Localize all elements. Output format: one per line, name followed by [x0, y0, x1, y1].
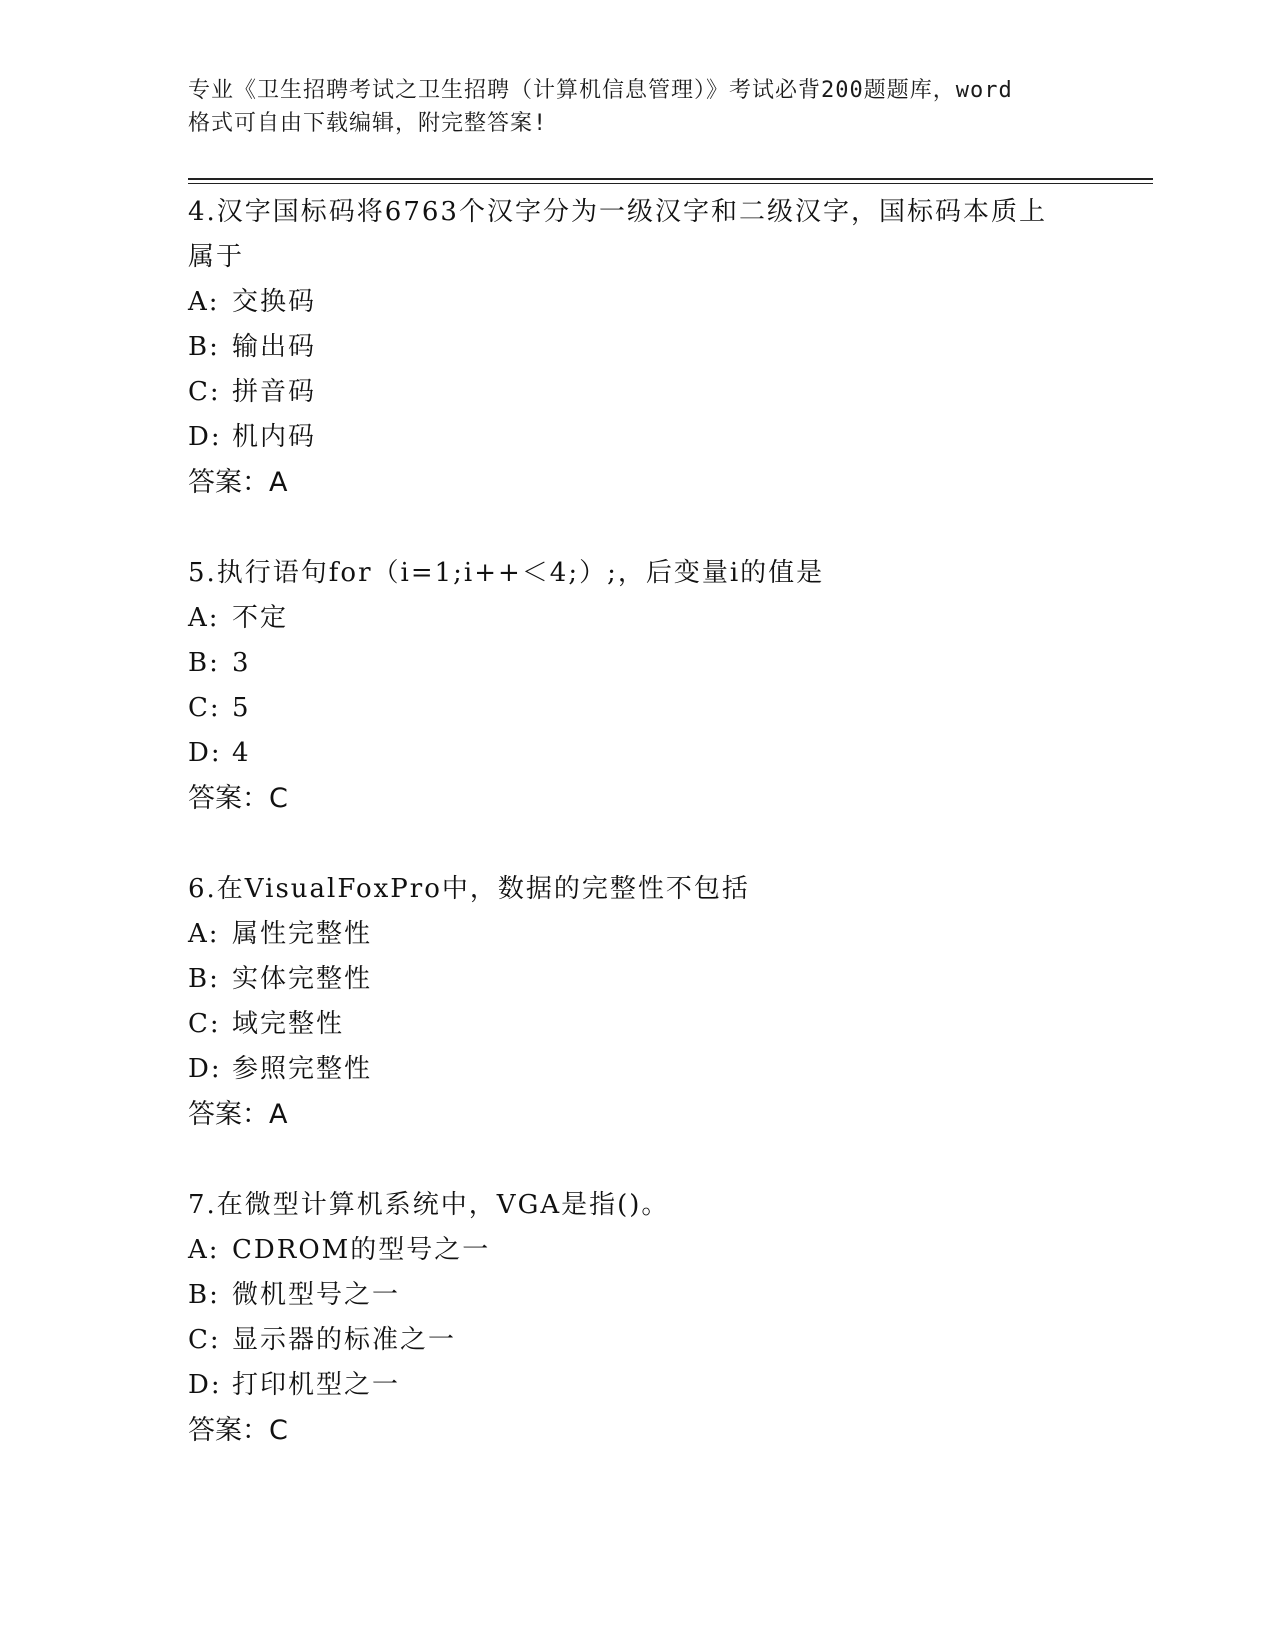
option-letter: C:: [188, 1325, 221, 1355]
option-letter: B:: [188, 964, 220, 994]
option-b: [188, 641, 1088, 686]
option-b: [188, 1273, 1088, 1318]
option-text: 参照完整性: [232, 1054, 373, 1084]
option-b: [188, 957, 1088, 1002]
option-c: [188, 1002, 1088, 1047]
answer-line: 答案：C: [188, 783, 288, 814]
option-letter: D:: [188, 738, 222, 768]
question-stem: 7.在微型计算机系统中，VGA是指()。: [188, 1190, 670, 1220]
option-letter: C:: [188, 693, 221, 723]
question-4: [188, 190, 1088, 506]
option-a: [188, 912, 1088, 957]
question-stem: 4.汉字国标码将6763个汉字分为一级汉字和二级汉字，国标码本质上属于: [188, 197, 1047, 272]
option-text: 实体完整性: [232, 964, 373, 994]
option-a: [188, 280, 1088, 325]
option-b: [188, 325, 1088, 370]
option-letter: C:: [188, 377, 221, 407]
option-a: [188, 1228, 1088, 1273]
option-text: 输出码: [232, 332, 317, 362]
option-letter: A:: [188, 919, 220, 949]
option-c: [188, 370, 1088, 415]
question-spacer: [188, 506, 1088, 551]
header-divider-thick: [188, 178, 1153, 180]
option-text: 5: [232, 693, 251, 723]
option-text: 域完整性: [232, 1009, 345, 1039]
question-stem: 5.执行语句for（i=1;i++＜4;）;，后变量i的值是: [188, 558, 825, 588]
option-d: [188, 731, 1088, 776]
option-letter: D:: [188, 1370, 222, 1400]
option-text: 交换码: [232, 287, 317, 317]
document-header: [188, 74, 1088, 140]
question-5: [188, 551, 1088, 822]
option-letter: D:: [188, 422, 222, 452]
question-6: [188, 867, 1088, 1138]
header-line-1: 专业《卫生招聘考试之卫生招聘（计算机信息管理）》考试必背200题题库，word: [188, 78, 1013, 103]
question-spacer: [188, 1138, 1088, 1183]
option-a: [188, 596, 1088, 641]
option-text: 微机型号之一: [232, 1280, 401, 1310]
option-text: 4: [232, 738, 251, 768]
option-text: 拼音码: [232, 377, 317, 407]
question-list: [188, 190, 1088, 1454]
option-letter: B:: [188, 1280, 220, 1310]
option-text: 打印机型之一: [232, 1370, 401, 1400]
option-d: [188, 415, 1088, 460]
answer-line: 答案：A: [188, 467, 288, 498]
option-letter: A:: [188, 1235, 220, 1265]
option-letter: B:: [188, 332, 220, 362]
question-spacer: [188, 822, 1088, 867]
option-text: 不定: [232, 603, 289, 633]
option-d: [188, 1047, 1088, 1092]
option-text: CDROM的型号之一: [232, 1235, 491, 1265]
option-d: [188, 1363, 1088, 1408]
option-letter: D:: [188, 1054, 222, 1084]
option-letter: C:: [188, 1009, 221, 1039]
option-text: 属性完整性: [232, 919, 373, 949]
option-c: [188, 686, 1088, 731]
option-c: [188, 1318, 1088, 1363]
question-stem: 6.在VisualFoxPro中，数据的完整性不包括: [188, 874, 750, 904]
answer-line: 答案：C: [188, 1415, 288, 1446]
option-letter: A:: [188, 603, 220, 633]
question-7: [188, 1183, 1088, 1454]
header-line-2: 格式可自由下载编辑，附完整答案!: [188, 111, 548, 136]
answer-line: 答案：A: [188, 1099, 288, 1130]
option-letter: A:: [188, 287, 220, 317]
option-text: 机内码: [232, 422, 317, 452]
option-text: 3: [232, 648, 251, 678]
option-text: 显示器的标准之一: [232, 1325, 457, 1355]
option-letter: B:: [188, 648, 220, 678]
header-divider-thin: [188, 183, 1153, 184]
